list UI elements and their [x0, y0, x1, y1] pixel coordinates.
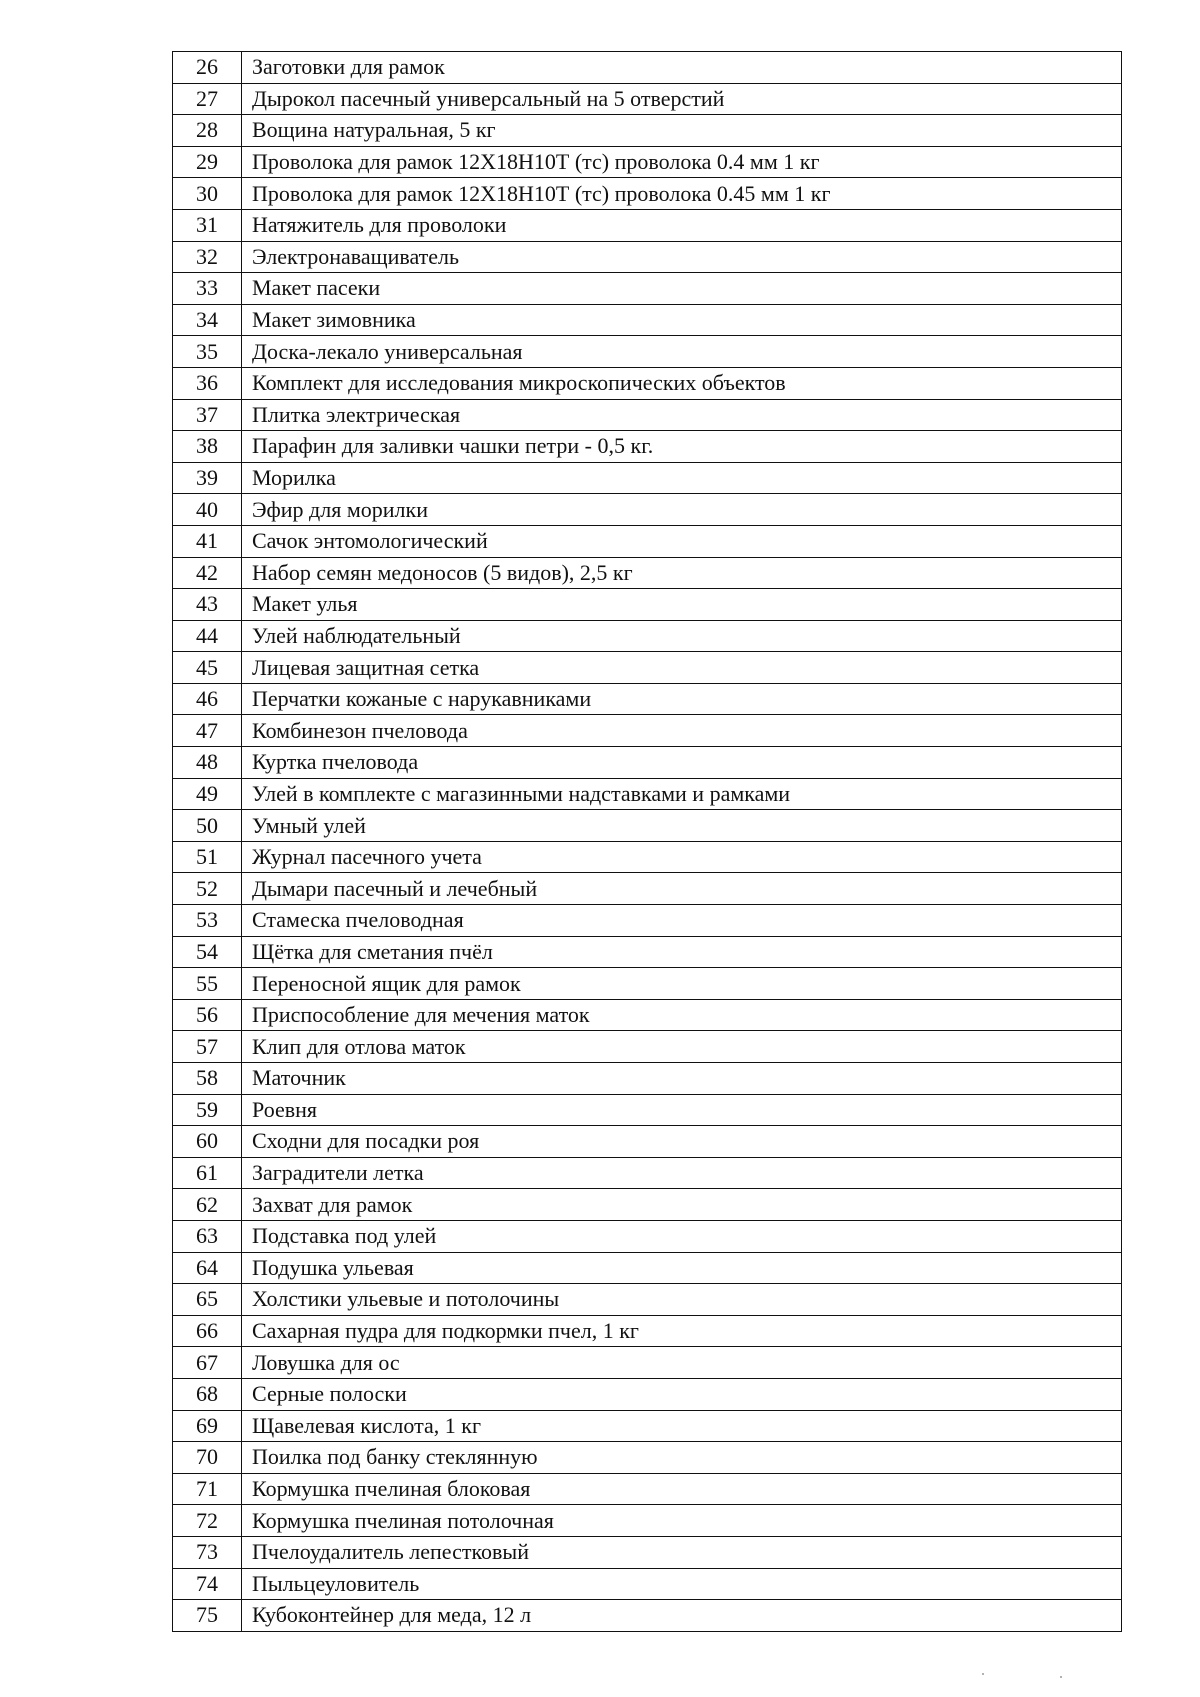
- item-name: Эфир для морилки: [242, 494, 1122, 526]
- table-row: [173, 557, 1122, 589]
- item-name: Сачок энтомологический: [242, 525, 1122, 557]
- item-name: Проволока для рамок 12Х18Н10Т (тс) проволока 0.4 мм 1 кг: [242, 146, 1122, 178]
- item-name: Набор семян медоносов (5 видов), 2,5 кг: [242, 557, 1122, 589]
- table-row: [173, 273, 1122, 305]
- table-row: [173, 968, 1122, 1000]
- row-number: 67: [173, 1347, 242, 1379]
- item-name: Перчатки кожаные с нарукавниками: [242, 683, 1122, 715]
- item-name: Приспособление для мечения маток: [242, 999, 1122, 1031]
- table-row: [173, 1347, 1122, 1379]
- table-row: [173, 83, 1122, 115]
- row-number: 39: [173, 462, 242, 494]
- table-row: [173, 683, 1122, 715]
- item-name: Натяжитель для проволоки: [242, 209, 1122, 241]
- row-number: 49: [173, 778, 242, 810]
- table-row: [173, 241, 1122, 273]
- row-number: 58: [173, 1063, 242, 1095]
- table-row: [173, 1442, 1122, 1474]
- item-name: Холстики ульевые и потолочины: [242, 1284, 1122, 1316]
- row-number: 48: [173, 747, 242, 779]
- item-name: Кормушка пчелиная потолочная: [242, 1505, 1122, 1537]
- row-number: 71: [173, 1473, 242, 1505]
- row-number: 37: [173, 399, 242, 431]
- item-name: Дырокол пасечный универсальный на 5 отверстий: [242, 83, 1122, 115]
- item-name: Умный улей: [242, 810, 1122, 842]
- row-number: 69: [173, 1410, 242, 1442]
- item-name: Заградители летка: [242, 1157, 1122, 1189]
- table-row: [173, 1063, 1122, 1095]
- item-name: Переносной ящик для рамок: [242, 968, 1122, 1000]
- item-name: Захват для рамок: [242, 1189, 1122, 1221]
- item-name: Доска-лекало универсальная: [242, 336, 1122, 368]
- row-number: 32: [173, 241, 242, 273]
- item-name: Парафин для заливки чашки петри - 0,5 кг.: [242, 431, 1122, 463]
- item-name: Дымари пасечный и лечебный: [242, 873, 1122, 905]
- table-row: [173, 1473, 1122, 1505]
- row-number: 66: [173, 1315, 242, 1347]
- item-name: Маточник: [242, 1063, 1122, 1095]
- item-name: Подушка ульевая: [242, 1252, 1122, 1284]
- table-row: [173, 304, 1122, 336]
- item-name: Макет улья: [242, 589, 1122, 621]
- table-row: [173, 1536, 1122, 1568]
- table-row: [173, 1410, 1122, 1442]
- table-row: [173, 115, 1122, 147]
- table-row: [173, 209, 1122, 241]
- table-row: [173, 1505, 1122, 1537]
- table-row: [173, 1284, 1122, 1316]
- row-number: 45: [173, 652, 242, 684]
- item-name: Пчелоудалитель лепестковый: [242, 1536, 1122, 1568]
- row-number: 54: [173, 936, 242, 968]
- table-row: [173, 778, 1122, 810]
- row-number: 64: [173, 1252, 242, 1284]
- row-number: 43: [173, 589, 242, 621]
- row-number: 74: [173, 1568, 242, 1600]
- item-name: Улей наблюдательный: [242, 620, 1122, 652]
- row-number: 53: [173, 905, 242, 937]
- table-row: [173, 715, 1122, 747]
- table-row: [173, 1600, 1122, 1632]
- table-row: [173, 841, 1122, 873]
- item-name: Ловушка для ос: [242, 1347, 1122, 1379]
- item-name: Серные полоски: [242, 1378, 1122, 1410]
- item-name: Кубоконтейнер для меда, 12 л: [242, 1600, 1122, 1632]
- table-row: [173, 1189, 1122, 1221]
- row-number: 57: [173, 1031, 242, 1063]
- table-row: [173, 431, 1122, 463]
- row-number: 29: [173, 146, 242, 178]
- item-name: Сахарная пудра для подкормки пчел, 1 кг: [242, 1315, 1122, 1347]
- equipment-table: [172, 51, 1122, 1632]
- table-row: [173, 1378, 1122, 1410]
- table-row: [173, 747, 1122, 779]
- item-name: Вощина натуральная, 5 кг: [242, 115, 1122, 147]
- row-number: 55: [173, 968, 242, 1000]
- row-number: 28: [173, 115, 242, 147]
- table-row: [173, 1031, 1122, 1063]
- item-name: Щётка для сметания пчёл: [242, 936, 1122, 968]
- item-name: Сходни для посадки роя: [242, 1126, 1122, 1158]
- table-row: [173, 1568, 1122, 1600]
- row-number: 56: [173, 999, 242, 1031]
- table-row: [173, 1126, 1122, 1158]
- item-name: Кормушка пчелиная блоковая: [242, 1473, 1122, 1505]
- item-name: Лицевая защитная сетка: [242, 652, 1122, 684]
- row-number: 31: [173, 209, 242, 241]
- row-number: 50: [173, 810, 242, 842]
- row-number: 34: [173, 304, 242, 336]
- table-row: [173, 336, 1122, 368]
- item-name: Роевня: [242, 1094, 1122, 1126]
- item-name: Щавелевая кислота, 1 кг: [242, 1410, 1122, 1442]
- row-number: 63: [173, 1220, 242, 1252]
- row-number: 44: [173, 620, 242, 652]
- scan-speck: [1060, 1676, 1062, 1678]
- row-number: 59: [173, 1094, 242, 1126]
- row-number: 72: [173, 1505, 242, 1537]
- table-row: [173, 873, 1122, 905]
- table-row: [173, 367, 1122, 399]
- row-number: 60: [173, 1126, 242, 1158]
- table-row: [173, 905, 1122, 937]
- row-number: 52: [173, 873, 242, 905]
- table-row: [173, 999, 1122, 1031]
- row-number: 75: [173, 1600, 242, 1632]
- item-name: Морилка: [242, 462, 1122, 494]
- table-row: [173, 178, 1122, 210]
- row-number: 38: [173, 431, 242, 463]
- row-number: 61: [173, 1157, 242, 1189]
- item-name: Проволока для рамок 12Х18Н10Т (тс) проволока 0.45 мм 1 кг: [242, 178, 1122, 210]
- row-number: 27: [173, 83, 242, 115]
- item-name: Поилка под банку стеклянную: [242, 1442, 1122, 1474]
- scan-speck: [982, 1673, 984, 1675]
- item-name: Журнал пасечного учета: [242, 841, 1122, 873]
- item-name: Заготовки для рамок: [242, 52, 1122, 84]
- row-number: 40: [173, 494, 242, 526]
- row-number: 42: [173, 557, 242, 589]
- item-name: Стамеска пчеловодная: [242, 905, 1122, 937]
- table-row: [173, 462, 1122, 494]
- table-row: [173, 1094, 1122, 1126]
- row-number: 46: [173, 683, 242, 715]
- row-number: 70: [173, 1442, 242, 1474]
- equipment-table-body: [173, 52, 1122, 1632]
- item-name: Пыльцеуловитель: [242, 1568, 1122, 1600]
- row-number: 33: [173, 273, 242, 305]
- table-row: [173, 1315, 1122, 1347]
- row-number: 30: [173, 178, 242, 210]
- item-name: Макет зимовника: [242, 304, 1122, 336]
- table-row: [173, 1252, 1122, 1284]
- item-name: Подставка под улей: [242, 1220, 1122, 1252]
- row-number: 51: [173, 841, 242, 873]
- table-row: [173, 399, 1122, 431]
- item-name: Комплект для исследования микроскопических объектов: [242, 367, 1122, 399]
- item-name: Плитка электрическая: [242, 399, 1122, 431]
- row-number: 65: [173, 1284, 242, 1316]
- row-number: 26: [173, 52, 242, 84]
- table-row: [173, 620, 1122, 652]
- row-number: 35: [173, 336, 242, 368]
- table-row: [173, 652, 1122, 684]
- table-row: [173, 589, 1122, 621]
- table-row: [173, 936, 1122, 968]
- table-row: [173, 525, 1122, 557]
- item-name: Улей в комплекте с магазинными надставками и рамками: [242, 778, 1122, 810]
- table-row: [173, 1157, 1122, 1189]
- item-name: Электронаващиватель: [242, 241, 1122, 273]
- row-number: 36: [173, 367, 242, 399]
- item-name: Куртка пчеловода: [242, 747, 1122, 779]
- table-row: [173, 810, 1122, 842]
- row-number: 68: [173, 1378, 242, 1410]
- row-number: 47: [173, 715, 242, 747]
- item-name: Комбинезон пчеловода: [242, 715, 1122, 747]
- table-row: [173, 494, 1122, 526]
- row-number: 41: [173, 525, 242, 557]
- item-name: Макет пасеки: [242, 273, 1122, 305]
- row-number: 62: [173, 1189, 242, 1221]
- table-row: [173, 146, 1122, 178]
- row-number: 73: [173, 1536, 242, 1568]
- item-name: Клип для отлова маток: [242, 1031, 1122, 1063]
- table-row: [173, 52, 1122, 84]
- table-row: [173, 1220, 1122, 1252]
